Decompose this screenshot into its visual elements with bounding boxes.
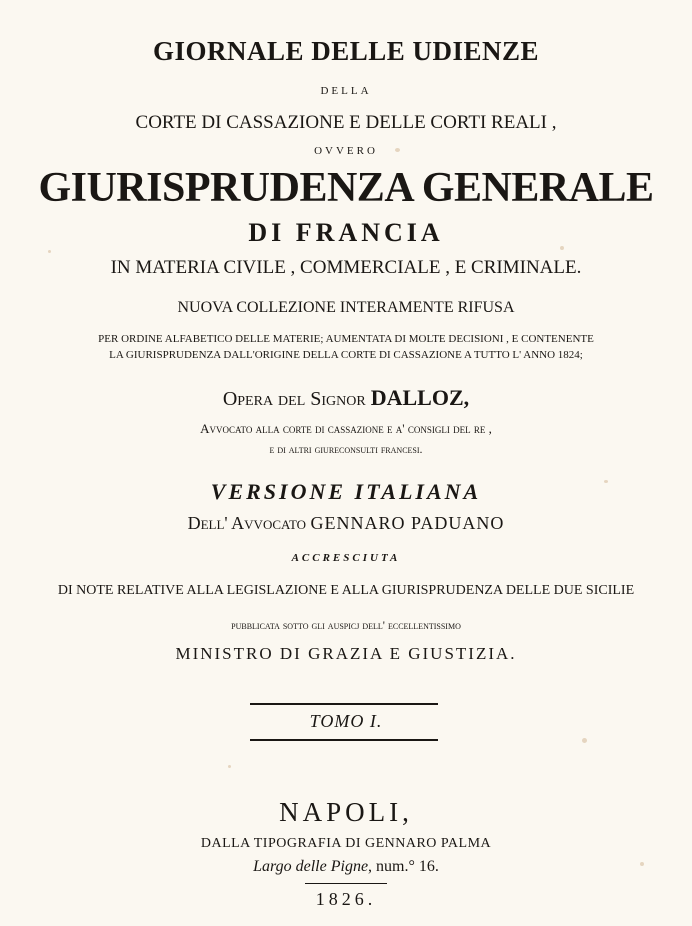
imprint-number: , num.° 16. [368,858,439,875]
volume-rule-top [250,703,438,705]
title-line-16: ACCRESCIUTA [291,552,401,564]
translator-prefix: Dell' Avvocato [187,513,307,533]
imprint-street: Largo delle Pigne [253,858,369,875]
imprint-rule [305,883,387,884]
title-line-9: PER ORDINE ALFABETICO DELLE MATERIE; AUMENTATA DI MOLTE DECISIONI , E CONTENENTE [98,333,594,345]
imprint-address [0,859,692,875]
title-line-3: CORTE DI CASSAZIONE E DELLE CORTI REALI , [135,112,557,133]
title-line-19: MINISTRO DI GRAZIA E GIUSTIZIA. [175,644,517,663]
imprint-printer: DALLA TIPOGRAFIA DI GENNARO PALMA [200,836,492,851]
volume-label: TOMO I. [309,711,383,731]
foxing-spot [228,765,231,768]
foxing-spot [48,250,51,253]
title-line-14: VERSIONE ITALIANA [210,479,482,504]
author-line [0,387,692,409]
title-line-4: OVVERO [314,145,378,157]
foxing-spot [560,246,564,250]
title-line-17: DI NOTE RELATIVE ALLA LEGISLAZIONE E ALLA GIURISPRUDENZA DELLE DUE SICILIE [57,583,635,598]
main-title: GIURISPRUDENZA GENERALE [38,165,654,211]
title-line-8: NUOVA COLLEZIONE INTERAMENTE RIFUSA [177,299,515,316]
author-name: DALLOZ, [370,385,470,410]
translator-line [0,514,692,532]
translator-name: GENNARO PADUANO [310,513,505,533]
title-line-18: pubblicata sotto gli auspicj dell' eccellentissimo [231,618,461,632]
volume-rule-bottom [250,739,438,741]
title-line-7: IN MATERIA CIVILE , COMMERCIALE , E CRIMINALE. [110,257,582,278]
author-role-2: e di altri giureconsulti francesi. [269,442,423,456]
foxing-spot [582,738,587,743]
author-role-1: Avvocato alla corte di cassazione e a' consigli del re , [200,421,492,436]
imprint-city: NAPOLI, [279,797,413,827]
title-line-2: DELLA [320,85,372,97]
author-prefix: Opera del Signor [222,388,366,410]
title-line-10: LA GIURISPRUDENZA DALL'ORIGINE DELLA CORTE DI CASSAZIONE A TUTTO L' ANNO 1824; [109,349,583,361]
title-line-6: DI FRANCIA [248,218,444,247]
title-line-1: GIORNALE DELLE UDIENZE [152,36,540,66]
imprint-year: 1826. [315,889,377,909]
